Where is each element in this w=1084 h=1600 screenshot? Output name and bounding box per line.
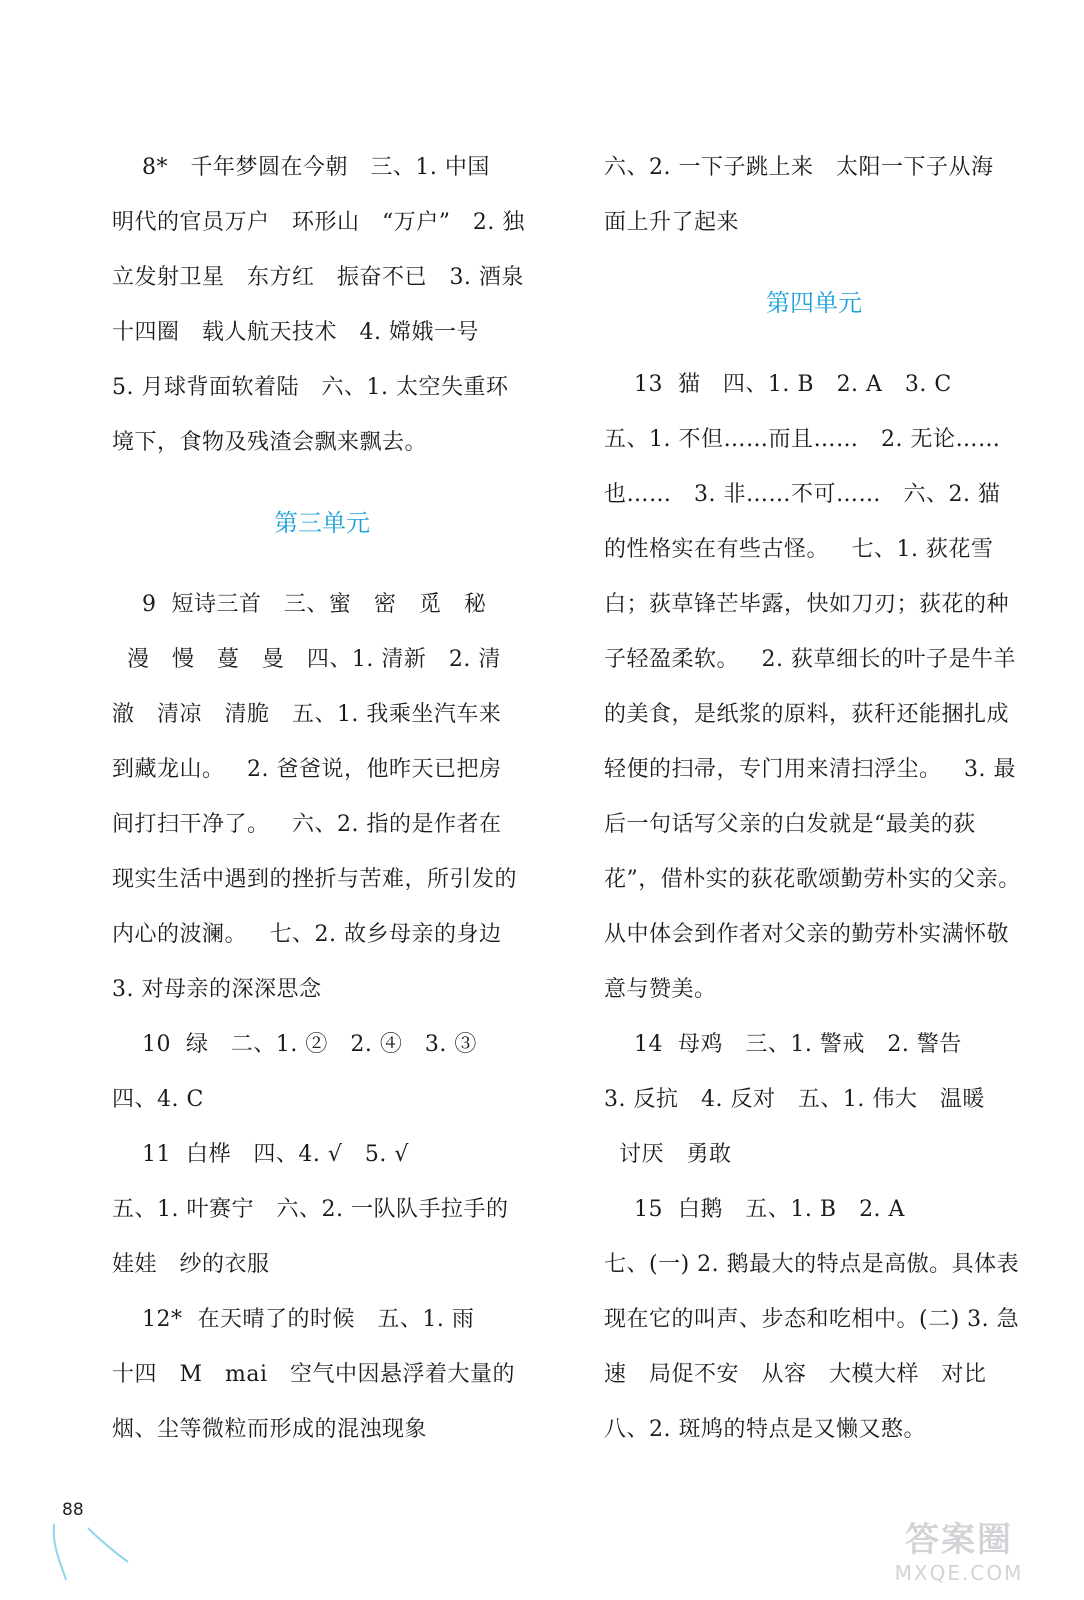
answer-line: 八、2. 斑鸠的特点是又懒又憨。 [604,1417,926,1442]
watermark-logo [854,1512,1064,1585]
spacer [112,551,532,577]
corner-decoration [48,1518,138,1588]
answer-line: 12* 在天晴了的时候 五、1. 雨 [112,1307,475,1332]
answer-line: 七、(一) 2. 鹅最大的特点是高傲。具体表 [604,1252,1020,1277]
answer-line: 也…… 3. 非……不可…… 六、2. 猫 [604,482,1001,507]
answer-line: 花”，借朴实的荻花歌颂勤劳朴实的父亲。 [604,867,1021,892]
answer-line: 境下，食物及残渣会飘来飘去。 [112,430,428,455]
spacer [604,331,1024,357]
answer-line: 5. 月球背面软着陆 六、1. 太空失重环 [112,375,509,400]
answer-line: 四、4. C [112,1087,204,1112]
answer-line: 十四 M mai 空气中因悬浮着大量的 [112,1362,515,1387]
answer-line: 立发射卫星 东方红 振奋不已 3. 酒泉 [112,265,524,290]
answer-line: 11 白桦 四、4. √ 5. √ [112,1142,409,1167]
answer-line: 娃娃 纱的衣服 [112,1252,270,1277]
answer-line: 后一句话写父亲的白发就是“最美的荻 [604,812,976,837]
unit-heading: 第四单元 [766,289,862,317]
answer-line: 13 猫 四、1. B 2. A 3. C [604,372,952,397]
answer-line: 五、1. 叶赛宁 六、2. 一队队手拉手的 [112,1197,509,1222]
spacer [604,250,1024,276]
watermark-title: 答案圈 [905,1520,1013,1560]
left-column [112,140,532,1457]
page-number: 88 [62,1500,84,1520]
answer-line: 3. 反抗 4. 反对 五、1. 伟大 温暖 [604,1087,985,1112]
answer-line: 现在它的叫声、步态和吃相中。(二) 3. 急 [604,1307,1020,1332]
answer-line: 9 短诗三首 三、蜜 密 觅 秘 [112,592,487,617]
answer-line: 子轻盈柔软。 2. 荻草细长的叶子是牛羊 [604,647,1016,672]
answer-line: 内心的波澜。 七、2. 故乡母亲的身边 [112,922,502,947]
answer-line: 轻便的扫帚，专门用来清扫浮尘。 3. 最 [604,757,1016,782]
answer-line: 烟、尘等微粒而形成的混浊现象 [112,1417,428,1442]
answer-line: 现实生活中遇到的挫折与苦难，所引发的 [112,867,518,892]
answer-line: 14 母鸡 三、1. 警戒 2. 警告 [604,1032,962,1057]
answer-line: 间打扫干净了。 六、2. 指的是作者在 [112,812,502,837]
answer-line: 五、1. 不但……而且…… 2. 无论…… [604,427,1001,452]
watermark-url: MXQE.COM [894,1561,1024,1585]
answer-line: 六、2. 一下子跳上来 太阳一下子从海 [604,155,994,180]
right-column [604,140,1024,1457]
answer-line: 明代的官员万户 环形山 “万户” 2. 独 [112,210,525,235]
answer-line: 白；荻草锋芒毕露，快如刀刃；荻花的种 [604,592,1010,617]
unit-heading: 第三单元 [274,509,370,537]
answer-line: 澈 清凉 清脆 五、1. 我乘坐汽车来 [112,702,502,727]
answer-line: 15 白鹅 五、1. B 2. A [604,1197,905,1222]
spacer [112,470,532,496]
answer-line: 10 绿 二、1. ② 2. ④ 3. ③ [112,1032,477,1057]
answer-line: 漫 慢 蔓 曼 四、1. 清新 2. 清 [112,647,501,672]
answer-line: 意与赞美。 [604,977,717,1002]
answer-line: 的美食，是纸浆的原料，荻秆还能捆扎成 [604,702,1010,727]
answer-line: 速 局促不安 从容 大模大样 对比 [604,1362,987,1387]
answer-line: 到藏龙山。 2. 爸爸说，他昨天已把房 [112,757,502,782]
answer-line: 的性格实在有些古怪。 七、1. 荻花雪 [604,537,994,562]
answer-line: 十四圈 载人航天技术 4. 嫦娥一号 [112,320,479,345]
answer-line: 从中体会到作者对父亲的勤劳朴实满怀敬 [604,922,1010,947]
answer-line: 讨厌 勇敢 [604,1142,732,1167]
answer-line: 3. 对母亲的深深思念 [112,977,322,1002]
answer-line: 面上升了起来 [604,210,740,235]
answer-line: 8* 千年梦圆在今朝 三、1. 中国 [112,155,490,180]
